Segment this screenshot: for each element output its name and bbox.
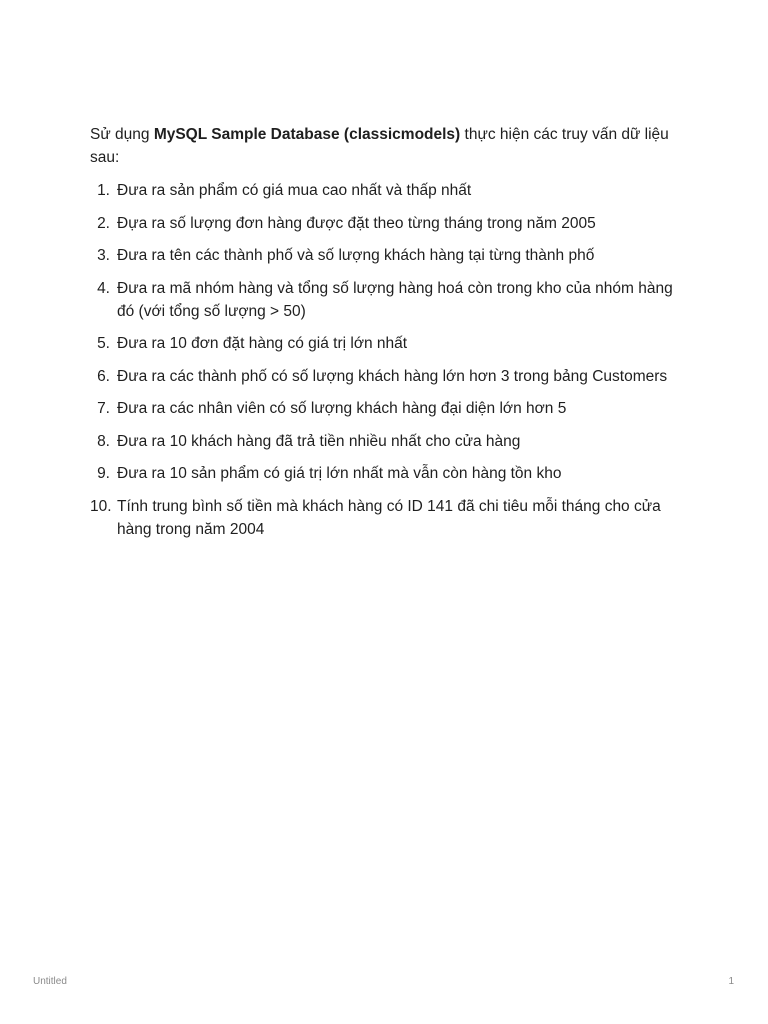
list-item xyxy=(90,244,682,267)
list-item xyxy=(90,430,682,453)
list-item xyxy=(90,495,682,541)
list-item-text: Đưa ra các thành phố có số lượng khách hàng lớn hơn 3 trong bảng Customers xyxy=(117,367,668,385)
list-item-text: Tính trung bình số tiền mà khách hàng có ID 141 đã chi tiêu mỗi tháng cho cửa hàng trong năm 2004 xyxy=(117,497,661,538)
list-item-number: 8. xyxy=(97,432,110,450)
list-item-text: Đựa ra số lượng đơn hàng được đặt theo từng tháng trong năm 2005 xyxy=(117,214,596,232)
list-item-number: 10. xyxy=(90,497,112,515)
list-item-text: Đưa ra các nhân viên có số lượng khách hàng đại diện lớn hơn 5 xyxy=(117,400,567,417)
list-item xyxy=(90,277,682,323)
list-item xyxy=(90,462,682,485)
list-item-number: 9. xyxy=(97,465,110,482)
list-item-number: 7. xyxy=(97,400,110,417)
list-item-number: 3. xyxy=(97,247,110,264)
document-body xyxy=(90,123,682,550)
intro-paragraph xyxy=(90,123,682,169)
intro-prefix: Sử dụng xyxy=(90,126,154,143)
list-item xyxy=(90,365,682,388)
task-list xyxy=(90,179,682,541)
list-item xyxy=(90,212,682,235)
list-item-number: 5. xyxy=(97,335,110,352)
list-item-number: 1. xyxy=(97,182,110,199)
list-item-number: 6. xyxy=(97,367,110,385)
footer-document-title: Untitled xyxy=(33,976,67,987)
list-item-text: Đưa ra tên các thành phố và số lượng khách hàng tại từng thành phố xyxy=(117,247,595,264)
list-item-number: 4. xyxy=(97,279,110,297)
list-item-text: Đưa ra 10 khách hàng đã trả tiền nhiều nhất cho cửa hàng xyxy=(117,432,521,450)
list-item-text: Đưa ra mã nhóm hàng và tổng số lượng hàng hoá còn trong kho của nhóm hàng đó (với tổng số lượng > 50) xyxy=(117,279,673,320)
list-item xyxy=(90,332,682,355)
list-item-text: Đưa ra sản phẩm có giá mua cao nhất và thấp nhất xyxy=(117,182,472,199)
list-item-text: Đưa ra 10 đơn đặt hàng có giá trị lớn nhất xyxy=(117,335,408,352)
list-item xyxy=(90,397,682,420)
list-item xyxy=(90,179,682,202)
intro-database-name: MySQL Sample Database (classicmodels) xyxy=(153,126,461,143)
intro-suffix: thực hiện các truy vấn dữ liệu sau: xyxy=(90,126,669,166)
list-item-text: Đưa ra 10 sản phẩm có giá trị lớn nhất mà vẫn còn hàng tồn kho xyxy=(117,465,562,482)
list-item-number: 2. xyxy=(97,214,110,232)
footer-page-number: 1 xyxy=(728,976,734,987)
